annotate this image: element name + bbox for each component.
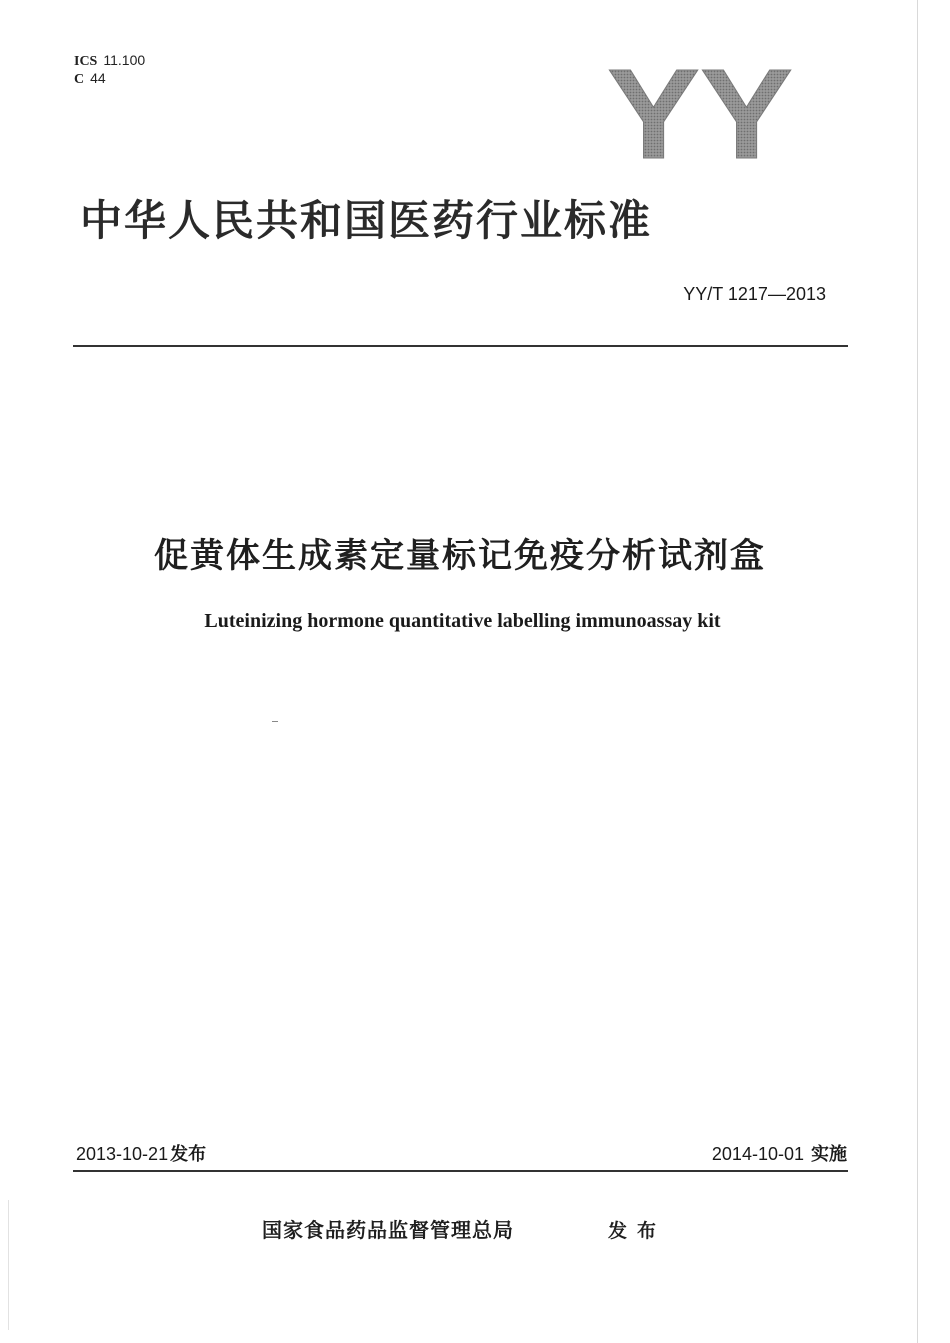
bottom-divider	[73, 1170, 848, 1172]
issue-date	[76, 1140, 206, 1166]
implement-label: 实施	[811, 1144, 847, 1165]
issuing-action: 发布	[608, 1220, 667, 1242]
implement-date	[712, 1140, 847, 1166]
ccs-value: 44	[90, 70, 106, 86]
document-title-cn: 促黄体生成素定量标记免疫分析试剂盒	[154, 536, 766, 576]
ics-code	[74, 52, 145, 70]
standard-number: YY/T 1217—2013	[683, 284, 826, 304]
implement-date-value: 2014-10-01	[711, 1144, 804, 1164]
classification-codes	[74, 52, 145, 88]
ccs-label: C	[74, 72, 85, 87]
top-divider	[73, 345, 848, 347]
ccs-code	[74, 70, 145, 88]
issuing-authority: 国家食品药品监督管理总局	[262, 1218, 514, 1242]
scan-edge-line	[8, 1200, 9, 1330]
scan-mark	[272, 721, 278, 722]
issue-date-value: 2013-10-21	[76, 1144, 169, 1164]
yy-logo	[605, 58, 795, 162]
document-title-en: Luteinizing hormone quantitative labelling immunoassay kit	[204, 610, 721, 632]
scan-edge-line	[917, 0, 918, 1343]
header-title: 中华人民共和国医药行业标准	[80, 196, 653, 245]
ics-value: 11.100	[103, 52, 146, 68]
yy-logo-text: YY	[607, 58, 793, 162]
ics-label: ICS	[74, 54, 98, 69]
issue-label: 发布	[170, 1144, 207, 1165]
